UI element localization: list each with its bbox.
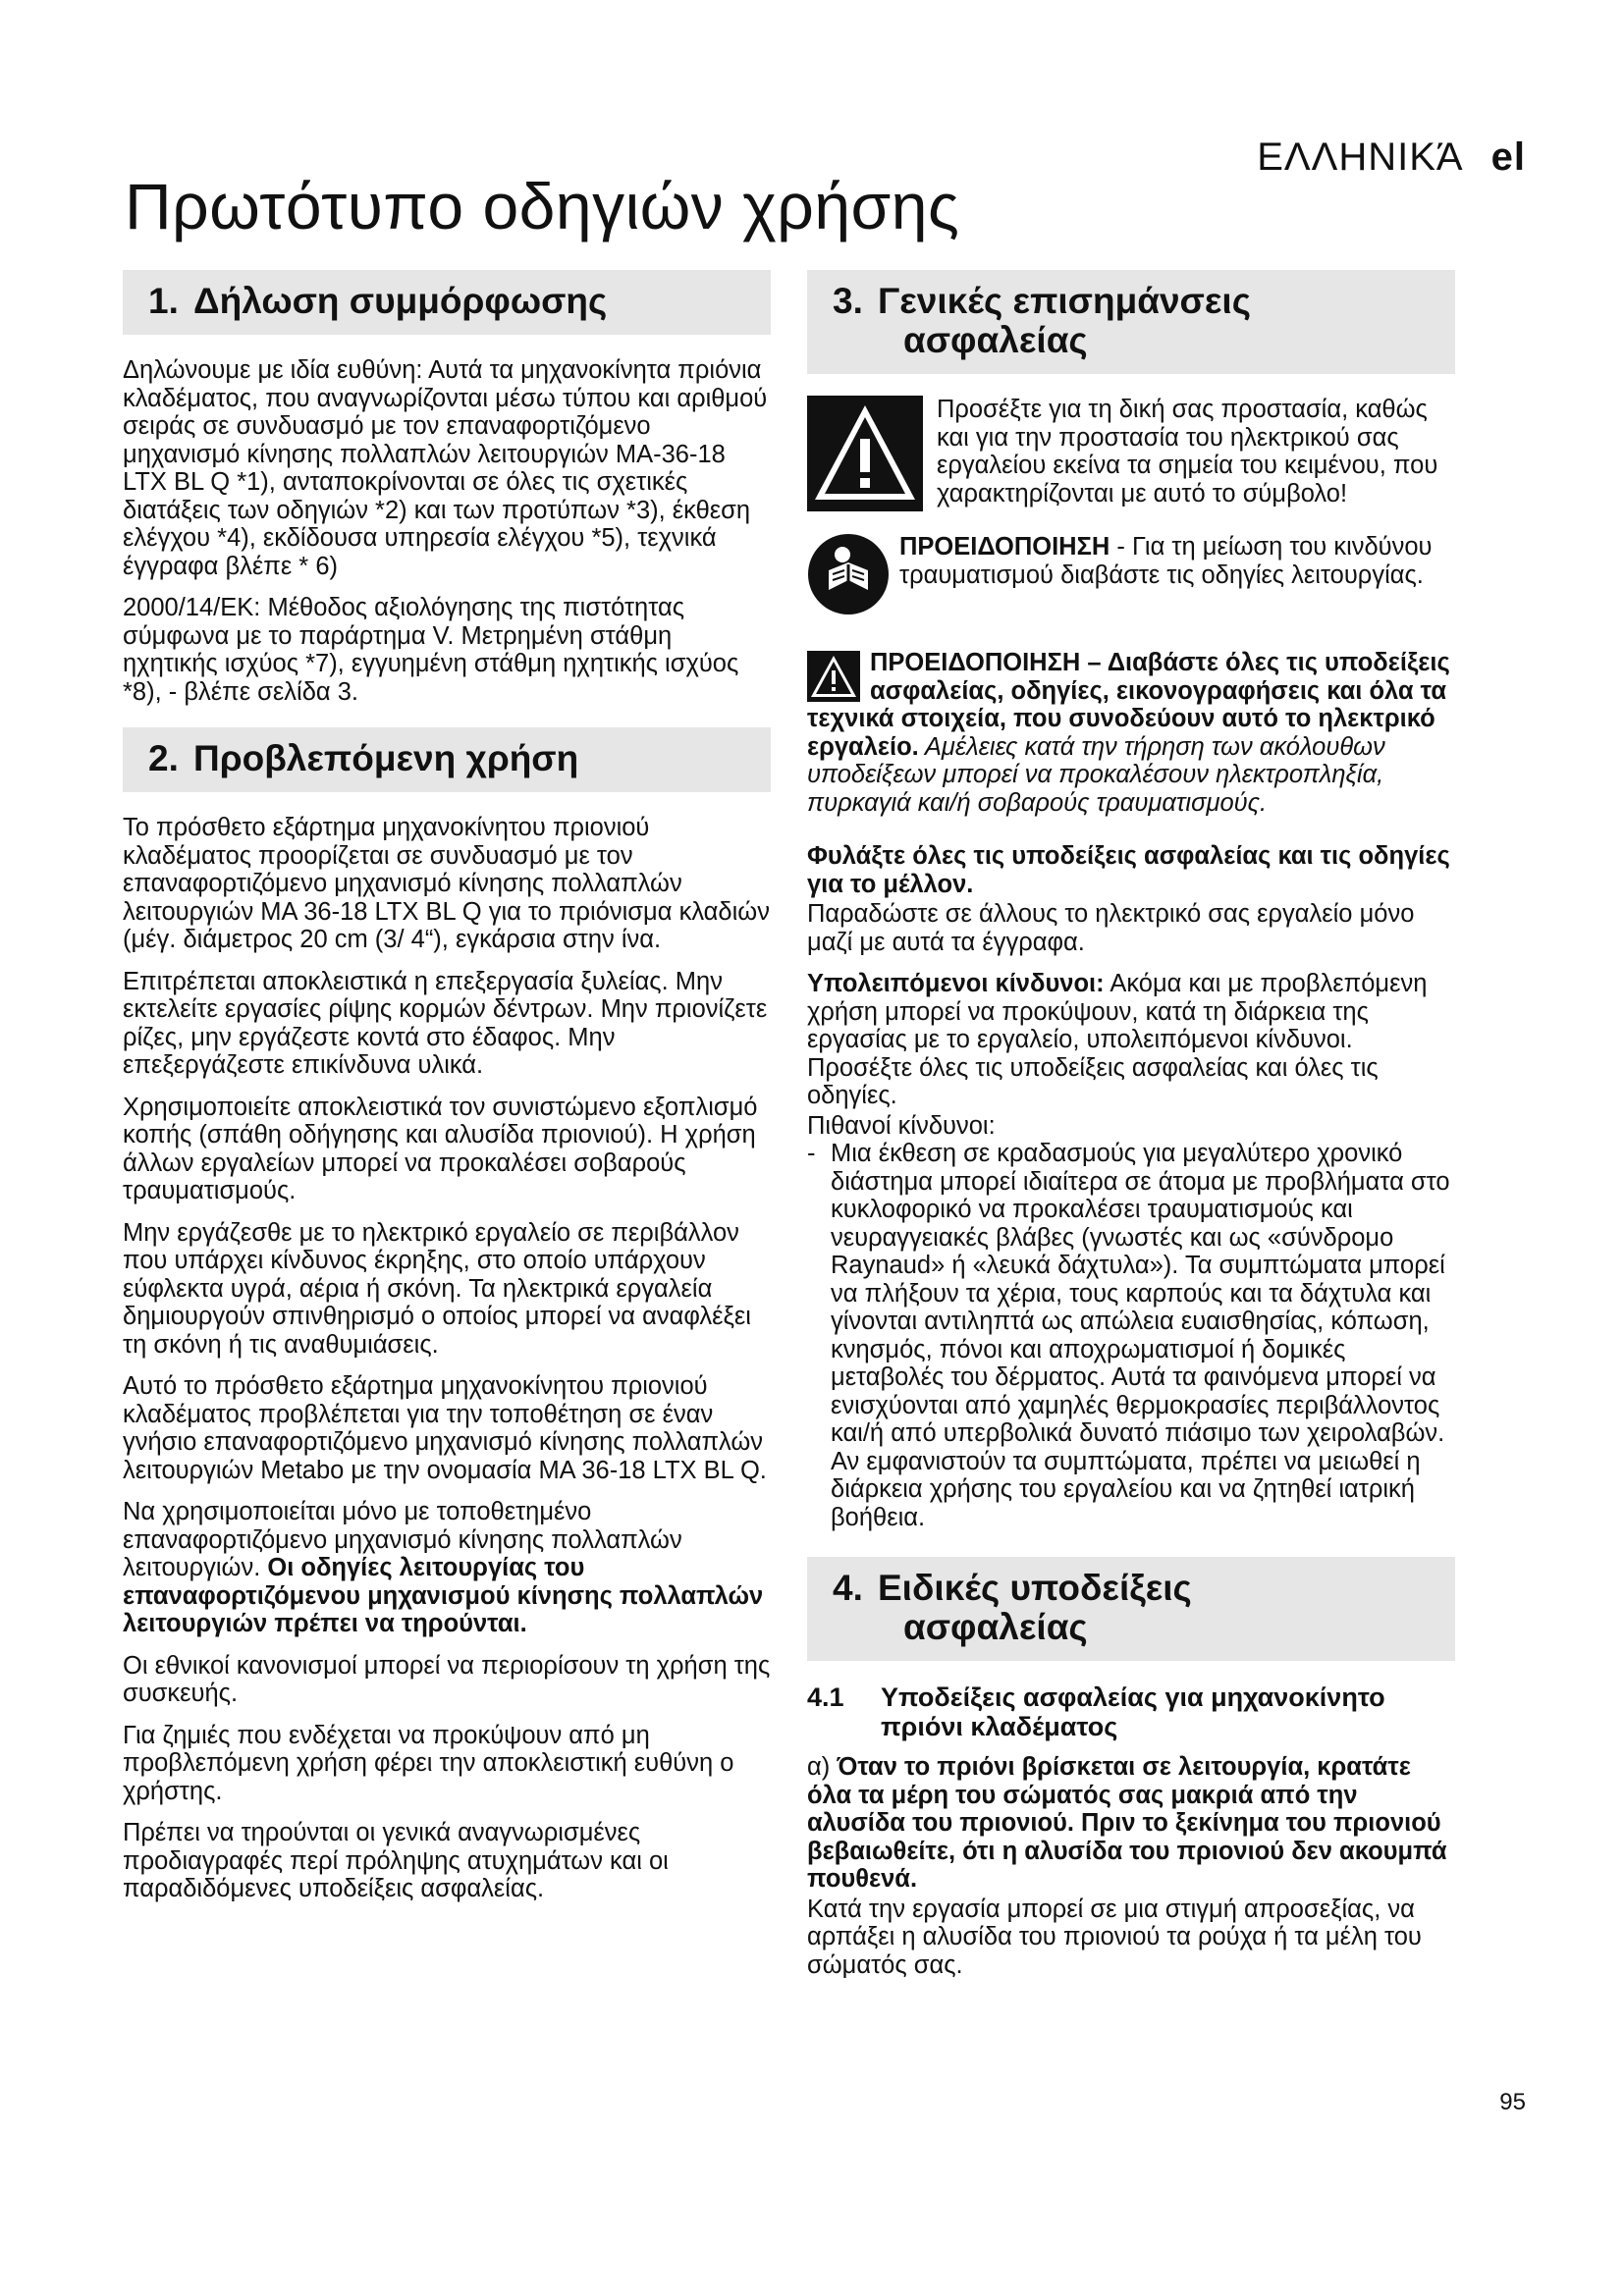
section-2-paragraph-7: Οι εθνικοί κανονισμοί μπορεί να περιορίσουν τη χρήση της συσκευής. bbox=[123, 1651, 771, 1707]
section-3-title-line-2: ασφαλείας bbox=[903, 320, 1088, 360]
keep-instructions bbox=[807, 842, 1455, 898]
warning-triangle-icon bbox=[807, 396, 923, 511]
section-2-paragraph-3: Χρησιμοποιείτε αποκλειστικά τον συνιστώμενο εξοπλισμό κοπής (σπάθη οδήγησης και αλυσίδα πριονιού). Η χρήση άλλων εργαλείων μπορεί να προκαλέσει σοβαρούς τραυματισμούς. bbox=[123, 1093, 758, 1204]
section-3-number: 3. bbox=[833, 281, 863, 321]
page-number: 95 bbox=[1499, 2089, 1526, 2115]
subsection-4-1-heading bbox=[807, 1682, 1455, 1741]
general-warning-italic: Αμέλειες κατά την τήρηση των ακόλουθων υποδείξεων μπορεί να προκαλέσουν ηλεκτροπληξία, πυρκαγιά και/ή σοβαρούς τραυματισμούς. bbox=[807, 732, 1385, 817]
warning-symbol-text: Προσέξτε για τη δική σας προστασία, καθώς και για την προστασία του ηλεκτρικού σας εργαλείου εκείνα τα σημεία του κειμένου, που χαρακτηρίζονται με αυτό το σύμβολο! bbox=[937, 396, 1438, 507]
language-tag bbox=[1257, 135, 1526, 180]
residual-risks-text: Ακόμα και με προβλεπόμενη χρήση μπορεί να προκύψουν, κατά τη διάρκεια της εργασίας με το εργαλείο, υπολειπόμενοι κίνδυνοι. Προσέξτε όλες τις υποδείξεις ασφαλείας και όλες τις οδηγίες. bbox=[807, 970, 1428, 1109]
right-column bbox=[807, 270, 1455, 1993]
section-2-paragraph-2: Επιτρέπεται αποκλειστικά η επεξεργασία ξυλείας. Μην εκτελείτε εργασίες ρίψης κορμών δέντρων. Μην πριονίζετε ρίζες, μην εργάζεστε κοντά στο έδαφος. Μην επεξεργάζεστε επικίνδυνα υλικά. bbox=[123, 967, 768, 1079]
read-manual-icon bbox=[807, 533, 890, 615]
warning-triangle-small-icon bbox=[807, 651, 860, 702]
section-3-title-line-1: Γενικές επισημάνσεις bbox=[878, 281, 1251, 321]
section-2-paragraph-8: Για ζημιές που ενδέχεται να προκύψουν από μη προβλεπόμενη χρήση φέρει την αποκλειστική ευθύνη ο χρήστης. bbox=[123, 1721, 734, 1805]
possible-risks-label: Πιθανοί κίνδυνοι: bbox=[807, 1111, 996, 1140]
section-3-heading bbox=[807, 270, 1455, 374]
read-manual-warning-label: ΠΡΟΕΙΔΟΠΟΙΗΣΗ bbox=[899, 533, 1110, 561]
read-manual-text bbox=[807, 533, 1455, 589]
page-title: Πρωτότυπο οδηγιών χρήσης bbox=[125, 170, 960, 242]
general-warning-bold: ΠΡΟΕΙΔΟΠΟΙΗΣΗ – Διαβάστε όλες τις υποδείξεις ασφαλείας, οδηγίες, εικονογραφήσεις και όλα τα τεχνικά στοιχεία, που συνοδεύουν αυτό το ηλεκτρικό εργαλείο. bbox=[807, 649, 1450, 761]
section-1-title: Δήλωση συμμόρφωσης bbox=[193, 281, 608, 321]
section-2-paragraph-6-bold: Οι οδηγίες λειτουργίας του επαναφορτιζόμενου μηχανισμού κίνησης πολλαπλών λειτουργιών πρέπει να τηρούνται. bbox=[123, 1554, 764, 1637]
section-2-paragraph-4: Μην εργάζεσθε με το ηλεκτρικό εργαλείο σε περιβάλλον που υπάρχει κίνδυνος έκρηξης, στο οποίο υπάρχουν εύφλεκτα υγρά, αέρια ή σκόνη. Τα ηλεκτρικά εργαλεία δημιουργούν σπινθηρισμό ο οποίος μπορεί να αναφλέξει τη σκόνη ή τις αναθυμιάσεις. bbox=[123, 1218, 751, 1359]
section-2-paragraph-5: Αυτό το πρόσθετο εξάρτημα μηχανοκίνητου πριονιού κλαδέματος προβλέπεται για την τοποθέτηση σε έναν γνήσιο επαναφορτιζόμενο μηχανισμό κίνησης πολλαπλών λειτουργιών Metabo με την ονομασία MA 36-18 LTX BL Q. bbox=[123, 1372, 767, 1484]
section-1-number: 1. bbox=[148, 281, 179, 321]
left-column bbox=[123, 270, 771, 1917]
section-2-paragraph-6 bbox=[123, 1498, 771, 1638]
read-manual-warning-text: - Για τη μείωση του κινδύνου τραυματισμού διαβάστε τις οδηγίες λειτουργίας. bbox=[899, 533, 1433, 589]
general-warning bbox=[807, 649, 1455, 830]
hand-over-text: Παραδώστε σε άλλους το ηλεκτρικό σας εργαλείο μόνο μαζί με αυτά τα έγγραφα. bbox=[807, 900, 1415, 956]
keep-instructions-bold: Φυλάξτε όλες τις υποδείξεις ασφαλείας και τις οδηγίες για το μέλλον. bbox=[807, 842, 1450, 898]
section-4-title-line-2: ασφαλείας bbox=[903, 1607, 1088, 1647]
section-2-title: Προβλεπόμενη χρήση bbox=[193, 738, 579, 778]
residual-risks bbox=[807, 970, 1455, 1110]
language-code: el bbox=[1490, 135, 1526, 179]
subsection-4-1-title: Υποδείξεις ασφαλείας για μηχανοκίνητο πριόνι κλαδέματος bbox=[881, 1682, 1385, 1741]
risk-list bbox=[807, 1140, 1455, 1531]
instruction-a-text: Κατά την εργασία μπορεί σε μια στιγμή απροσεξίας, να αρπάξει η αλυσίδα του πριονιού τα ρούχα ή τα μέλη του σώματός σας. bbox=[807, 1895, 1422, 1979]
read-manual-note bbox=[807, 533, 1455, 619]
warning-symbol-note bbox=[807, 396, 1455, 521]
section-4-heading bbox=[807, 1557, 1455, 1661]
section-2-paragraph-9: Πρέπει να τηρούνται οι γενικά αναγνωρισμένες προδιαγραφές περί πρόληψης ατυχημάτων και οι παραδιδόμενες υποδείξεις ασφαλείας. bbox=[123, 1819, 669, 1902]
section-4-title-line-1: Ειδικές υποδείξεις bbox=[878, 1568, 1192, 1608]
instruction-a-prefix: α) bbox=[807, 1753, 838, 1781]
section-2-heading bbox=[123, 727, 771, 792]
instruction-a-bold: Όταν το πριόνι βρίσκεται σε λειτουργία, κρατάτε όλα τα μέρη του σώματός σας μακριά από την αλυσίδα του πριονιού. Πριν το ξεκίνημα του πριονιού βεβαιωθείτε, ότι η αλυσίδα του πριονιού δεν ακουμπά πουθενά. bbox=[807, 1753, 1447, 1893]
instruction-a bbox=[807, 1753, 1455, 1894]
section-1-paragraph-2: 2000/14/ΕΚ: Μέθοδος αξιολόγησης της πιστότητας σύμφωνα με το παράρτημα V. Μετρημένη στάθμη ηχητικής ισχύος *7), εγγυημένη στάθμη ηχητικής ισχύος *8), - βλέπε σελίδα 3. bbox=[123, 594, 739, 706]
residual-risks-label: Υπολειπόμενοι κίνδυνοι: bbox=[807, 970, 1105, 997]
section-2-number: 2. bbox=[148, 738, 179, 778]
section-4-number: 4. bbox=[833, 1568, 863, 1608]
language-name: ΕΛΛΗΝΙΚΆ bbox=[1257, 135, 1464, 179]
section-2-paragraph-6-text: Να χρησιμοποιείται μόνο με τοποθετημένο επαναφορτιζόμενο μηχανισμό κίνησης πολλαπλών λειτουργιών. bbox=[123, 1498, 682, 1581]
section-1-paragraph-1: Δηλώνουμε με ιδία ευθύνη: Αυτά τα μηχανοκίνητα πριόνια κλαδέματος, που αναγνωρίζονται μέσω τύπου και αριθμού σειράς σε συνδυασμό με τον επαναφορτιζόμενο μηχανισμό κίνησης πολλαπλών λειτουργιών MA-36-18 LTX BL Q *1), ανταποκρίνονται σε όλες τις σχετικές διατάξεις των οδηγιών *2) και των προτύπων *3), έκθεση ελέγχου *4), εκδίδουσα υπηρεσία ελέγχου *5), τεχνικά έγγραφα βλέπε * 6) bbox=[123, 356, 768, 580]
subsection-4-1-number: 4.1 bbox=[807, 1682, 844, 1712]
general-warning-text bbox=[807, 649, 1455, 817]
section-2-paragraph-1: Το πρόσθετο εξάρτημα μηχανοκίνητου πριονιού κλαδέματος προορίζεται σε συνδυασμό με τον επαναφορτιζόμενο μηχανισμό κίνησης πολλαπλών λειτουργιών MA 36-18 LTX BL Q για το πριόνισμα κλαδιών (μέγ. διάμετρος 20 cm (3/ 4“), εγκάρσια στην ίνα. bbox=[123, 814, 770, 953]
list-item: - Μια έκθεση σε κραδασμούς για μεγαλύτερο χρονικό διάστημα μπορεί ιδιαίτερα σε άτομα με προβλήματα στο κυκλοφορικό να προκαλέσει τραυματισμούς και νευραγγειακές βλάβες (γνωστές και ως «σύνδρομο Raynaud» ή «λευκά δάχτυλα»). Τα συμπτώματα μπορεί να πλήξουν τα χέρια, τους καρπούς και τα δάχτυλα και γίνονται αντιληπτά ως απώλεια ευαισθησίας, κόπωση, κνησμός, πόνοι και αποχρωματισμοί ή δομικές μεταβολές του δέρματος. Αυτά τα φαινόμενα μπορεί να ενισχύονται από χαμηλές θερμοκρασίες περιβάλλοντος και/ή από υπερβολικά δυνατό πιάσιμο των χειρολαβών. Αν εμφανιστούν τα συμπτώματα, πρέπει να μειωθεί η διάρκεια χρήσης του εργαλείου και να ζητηθεί ιατρική βοήθεια. bbox=[807, 1140, 1455, 1531]
section-1-heading bbox=[123, 270, 771, 335]
